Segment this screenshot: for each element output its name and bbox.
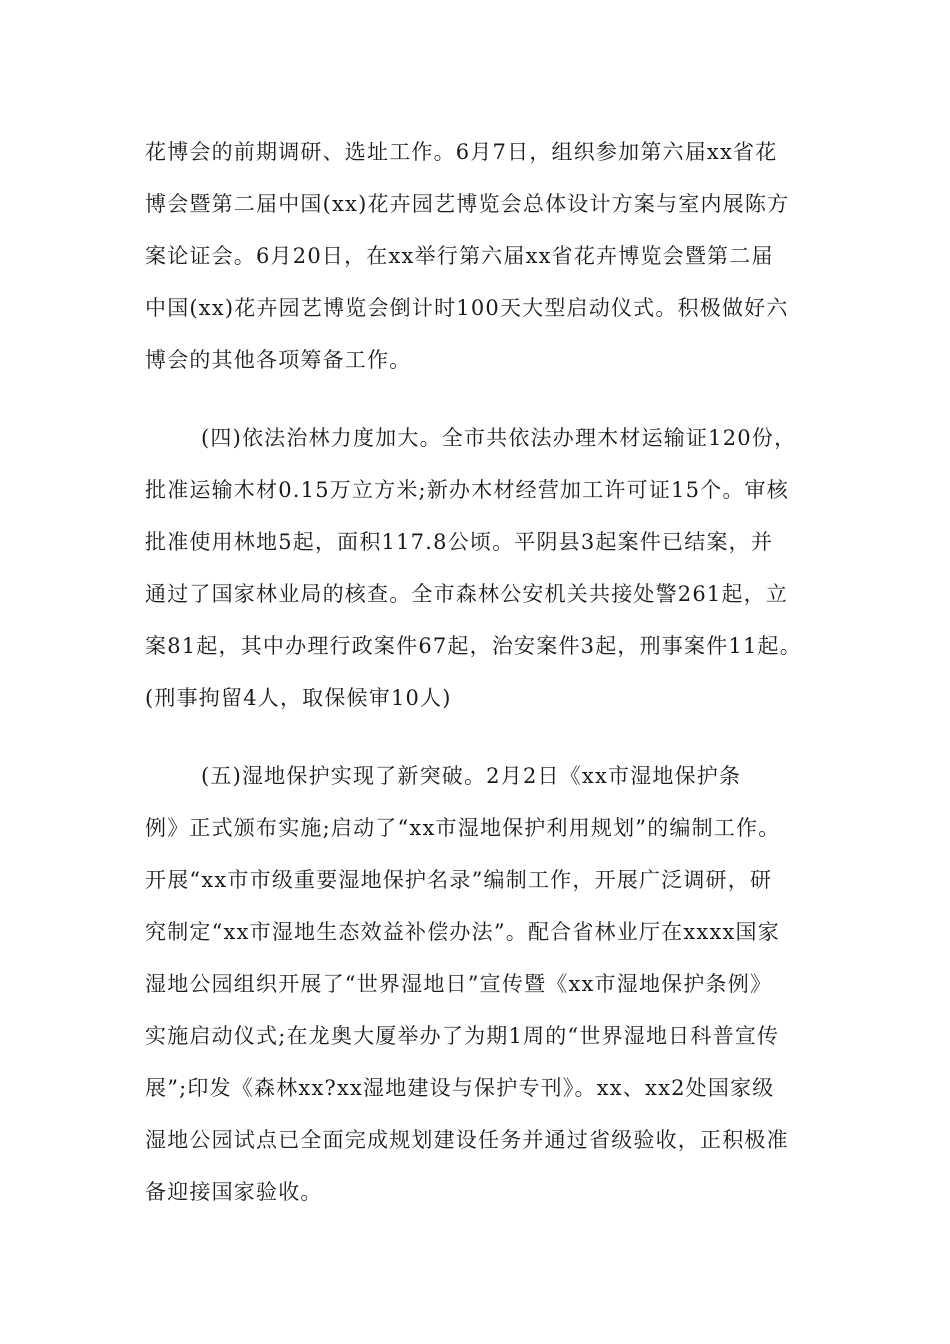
paragraph-forestry-law <box>145 412 825 724</box>
text-line: 湿地公园试点已全面完成规划建设任务并通过省级验收，正积极准 <box>145 1128 789 1152</box>
text-line: 博会暨第二届中国(xx)花卉园艺博览会总体设计方案与室内展陈方 <box>145 192 790 216</box>
text-line: 案81起，其中办理行政案件67起，治安案件3起，刑事案件11起。 <box>145 634 802 658</box>
text-line: 批准运输木材0.15万立方米;新办木材经营加工许可证15个。审核 <box>145 478 789 502</box>
text-line: 批准使用林地5起，面积117.8公顷。平阴县3起案件已结案，并 <box>145 530 774 554</box>
text-line: 例》正式颁布实施;启动了“xx市湿地保护利用规划”的编制工作。 <box>145 816 781 840</box>
text-line: 究制定“xx市湿地生态效益补偿办法”。配合省林业厅在xxxx国家 <box>145 920 780 944</box>
text-line: 博会的其他各项筹备工作。 <box>145 348 412 372</box>
text-line: (四)依法治林力度加大。全市共依法办理木材运输证120份， <box>201 426 797 450</box>
paragraph-wetland-protection <box>145 750 825 1218</box>
text-line: 花博会的前期调研、选址工作。6月7日，组织参加第六届xx省花 <box>145 140 778 164</box>
text-line: 中国(xx)花卉园艺博览会倒计时100天大型启动仪式。积极做好六 <box>145 296 789 320</box>
text-line: 备迎接国家验收。 <box>145 1180 323 1204</box>
text-line: (五)湿地保护实现了新突破。2月2日《xx市湿地保护条 <box>201 764 742 788</box>
text-line: 案论证会。6月20日，在xx举行第六届xx省花卉博览会暨第二届 <box>145 244 774 268</box>
paragraph-flower-expo <box>145 126 825 386</box>
text-line: 湿地公园组织开展了“世界湿地日”宣传暨《xx市湿地保护条例》 <box>145 972 773 996</box>
text-line: (刑事拘留4人，取保候审10人) <box>145 686 452 710</box>
text-line: 实施启动仪式;在龙奥大厦举办了为期1周的“世界湿地日科普宣传 <box>145 1024 780 1048</box>
text-line: 展”;印发《森林xx?xx湿地建设与保护专刊》。xx、xx2处国家级 <box>145 1076 775 1100</box>
text-line: 通过了国家林业局的核查。全市森林公安机关共接处警261起，立 <box>145 582 789 606</box>
text-line: 开展“xx市市级重要湿地保护名录”编制工作，开展广泛调研，研 <box>145 868 773 892</box>
